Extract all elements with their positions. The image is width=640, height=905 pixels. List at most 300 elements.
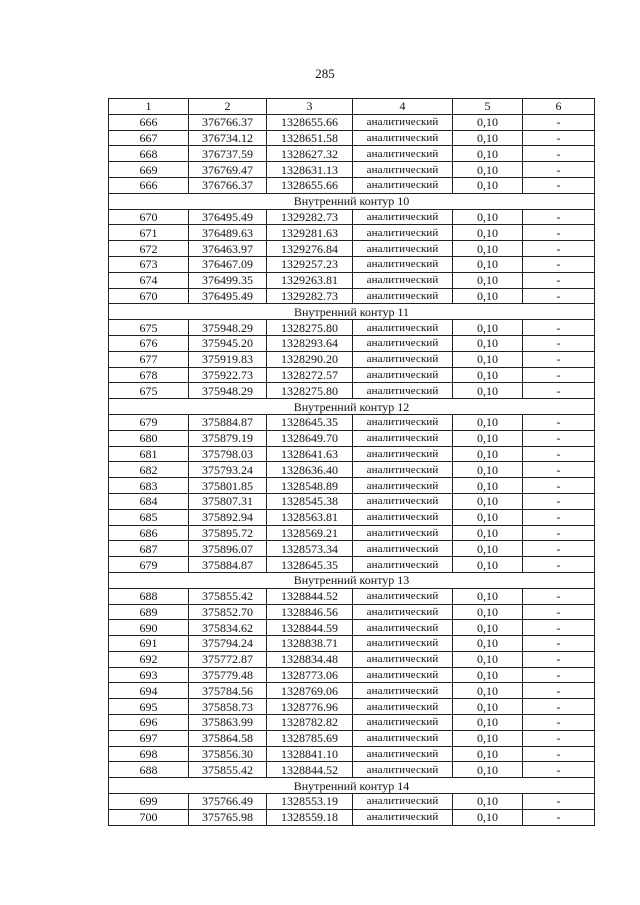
method-cell: аналитический — [353, 794, 453, 810]
accuracy-cell: 0,10 — [453, 335, 523, 351]
accuracy-cell: 0,10 — [453, 794, 523, 810]
method-cell: аналитический — [353, 478, 453, 494]
point-number-cell: 688 — [109, 588, 189, 604]
description-cell: - — [523, 256, 595, 272]
description-cell: - — [523, 794, 595, 810]
x-coordinate-cell: 375855.42 — [189, 762, 267, 778]
point-number-cell: 689 — [109, 604, 189, 620]
description-cell: - — [523, 351, 595, 367]
table-row — [109, 462, 595, 478]
section-header-row — [109, 304, 595, 320]
y-coordinate-cell: 1328641.63 — [267, 446, 353, 462]
table-row — [109, 809, 595, 825]
y-coordinate-cell: 1328785.69 — [267, 730, 353, 746]
y-coordinate-cell: 1328627.32 — [267, 146, 353, 162]
point-number-cell: 667 — [109, 130, 189, 146]
method-cell: аналитический — [353, 509, 453, 525]
method-cell: аналитический — [353, 604, 453, 620]
description-cell: - — [523, 809, 595, 825]
x-coordinate-cell: 375766.49 — [189, 794, 267, 810]
header-cell: 5 — [453, 99, 523, 115]
table-row — [109, 541, 595, 557]
point-number-cell: 671 — [109, 225, 189, 241]
accuracy-cell: 0,10 — [453, 446, 523, 462]
y-coordinate-cell: 1328844.52 — [267, 762, 353, 778]
header-cell: 6 — [523, 99, 595, 115]
point-number-cell: 695 — [109, 699, 189, 715]
y-coordinate-cell: 1328841.10 — [267, 746, 353, 762]
x-coordinate-cell: 376495.49 — [189, 209, 267, 225]
method-cell: аналитический — [353, 636, 453, 652]
description-cell: - — [523, 446, 595, 462]
method-cell: аналитический — [353, 177, 453, 193]
x-coordinate-cell: 375922.73 — [189, 367, 267, 383]
accuracy-cell: 0,10 — [453, 256, 523, 272]
accuracy-cell: 0,10 — [453, 541, 523, 557]
method-cell: аналитический — [353, 493, 453, 509]
description-cell: - — [523, 715, 595, 731]
y-coordinate-cell: 1328275.80 — [267, 320, 353, 336]
y-coordinate-cell: 1328655.66 — [267, 114, 353, 130]
point-number-cell: 674 — [109, 272, 189, 288]
y-coordinate-cell: 1328776.96 — [267, 699, 353, 715]
x-coordinate-cell: 375772.87 — [189, 651, 267, 667]
table-row — [109, 794, 595, 810]
accuracy-cell: 0,10 — [453, 272, 523, 288]
description-cell: - — [523, 414, 595, 430]
method-cell: аналитический — [353, 430, 453, 446]
method-cell: аналитический — [353, 288, 453, 304]
x-coordinate-cell: 375863.99 — [189, 715, 267, 731]
method-cell: аналитический — [353, 588, 453, 604]
description-cell: - — [523, 209, 595, 225]
header-cell: 4 — [353, 99, 453, 115]
description-cell: - — [523, 493, 595, 509]
section-title: Внутренний контур 14 — [109, 778, 595, 794]
point-number-cell: 673 — [109, 256, 189, 272]
y-coordinate-cell: 1328636.40 — [267, 462, 353, 478]
method-cell: аналитический — [353, 525, 453, 541]
point-number-cell: 698 — [109, 746, 189, 762]
table-row — [109, 509, 595, 525]
method-cell: аналитический — [353, 730, 453, 746]
x-coordinate-cell: 375945.20 — [189, 335, 267, 351]
table-row — [109, 162, 595, 178]
description-cell: - — [523, 430, 595, 446]
accuracy-cell: 0,10 — [453, 462, 523, 478]
method-cell: аналитический — [353, 414, 453, 430]
x-coordinate-cell: 376766.37 — [189, 177, 267, 193]
x-coordinate-cell: 375856.30 — [189, 746, 267, 762]
x-coordinate-cell: 375855.42 — [189, 588, 267, 604]
point-number-cell: 679 — [109, 557, 189, 573]
table-row — [109, 272, 595, 288]
y-coordinate-cell: 1328272.57 — [267, 367, 353, 383]
x-coordinate-cell: 375793.24 — [189, 462, 267, 478]
method-cell: аналитический — [353, 462, 453, 478]
y-coordinate-cell: 1328569.21 — [267, 525, 353, 541]
method-cell: аналитический — [353, 746, 453, 762]
description-cell: - — [523, 557, 595, 573]
point-number-cell: 686 — [109, 525, 189, 541]
accuracy-cell: 0,10 — [453, 478, 523, 494]
accuracy-cell: 0,10 — [453, 509, 523, 525]
section-title: Внутренний контур 12 — [109, 399, 595, 415]
section-header-row — [109, 778, 595, 794]
x-coordinate-cell: 375919.83 — [189, 351, 267, 367]
y-coordinate-cell: 1328844.59 — [267, 620, 353, 636]
method-cell: аналитический — [353, 162, 453, 178]
accuracy-cell: 0,10 — [453, 383, 523, 399]
description-cell: - — [523, 651, 595, 667]
description-cell: - — [523, 509, 595, 525]
y-coordinate-cell: 1328834.48 — [267, 651, 353, 667]
header-cell: 1 — [109, 99, 189, 115]
accuracy-cell: 0,10 — [453, 588, 523, 604]
point-number-cell: 697 — [109, 730, 189, 746]
table-row — [109, 557, 595, 573]
header-row — [109, 99, 595, 115]
method-cell: аналитический — [353, 715, 453, 731]
method-cell: аналитический — [353, 320, 453, 336]
method-cell: аналитический — [353, 225, 453, 241]
accuracy-cell: 0,10 — [453, 651, 523, 667]
table-row — [109, 383, 595, 399]
description-cell: - — [523, 162, 595, 178]
description-cell: - — [523, 762, 595, 778]
table-row — [109, 130, 595, 146]
section-title: Внутренний контур 10 — [109, 193, 595, 209]
y-coordinate-cell: 1329282.73 — [267, 209, 353, 225]
accuracy-cell: 0,10 — [453, 130, 523, 146]
table-row — [109, 525, 595, 541]
method-cell: аналитический — [353, 209, 453, 225]
x-coordinate-cell: 375834.62 — [189, 620, 267, 636]
method-cell: аналитический — [353, 114, 453, 130]
description-cell: - — [523, 114, 595, 130]
method-cell: аналитический — [353, 557, 453, 573]
description-cell: - — [523, 130, 595, 146]
point-number-cell: 666 — [109, 114, 189, 130]
accuracy-cell: 0,10 — [453, 730, 523, 746]
table-row — [109, 256, 595, 272]
description-cell: - — [523, 320, 595, 336]
table-row — [109, 683, 595, 699]
table-row — [109, 620, 595, 636]
point-number-cell: 669 — [109, 162, 189, 178]
y-coordinate-cell: 1328846.56 — [267, 604, 353, 620]
x-coordinate-cell: 376766.37 — [189, 114, 267, 130]
point-number-cell: 685 — [109, 509, 189, 525]
accuracy-cell: 0,10 — [453, 762, 523, 778]
x-coordinate-cell: 375948.29 — [189, 383, 267, 399]
description-cell: - — [523, 146, 595, 162]
point-number-cell: 696 — [109, 715, 189, 731]
method-cell: аналитический — [353, 699, 453, 715]
description-cell: - — [523, 367, 595, 383]
point-number-cell: 675 — [109, 383, 189, 399]
table-row — [109, 430, 595, 446]
description-cell: - — [523, 478, 595, 494]
x-coordinate-cell: 375779.48 — [189, 667, 267, 683]
accuracy-cell: 0,10 — [453, 367, 523, 383]
header-cell: 3 — [267, 99, 353, 115]
table-row — [109, 493, 595, 509]
x-coordinate-cell: 375784.56 — [189, 683, 267, 699]
x-coordinate-cell: 375858.73 — [189, 699, 267, 715]
x-coordinate-cell: 376463.97 — [189, 241, 267, 257]
method-cell: аналитический — [353, 620, 453, 636]
table-row — [109, 335, 595, 351]
x-coordinate-cell: 375864.58 — [189, 730, 267, 746]
table-row — [109, 367, 595, 383]
x-coordinate-cell: 376734.12 — [189, 130, 267, 146]
y-coordinate-cell: 1328838.71 — [267, 636, 353, 652]
x-coordinate-cell: 376495.49 — [189, 288, 267, 304]
y-coordinate-cell: 1328553.19 — [267, 794, 353, 810]
x-coordinate-cell: 375794.24 — [189, 636, 267, 652]
x-coordinate-cell: 376499.35 — [189, 272, 267, 288]
table-row — [109, 320, 595, 336]
description-cell: - — [523, 746, 595, 762]
table-row — [109, 288, 595, 304]
point-number-cell: 672 — [109, 241, 189, 257]
y-coordinate-cell: 1328293.64 — [267, 335, 353, 351]
page-number: 285 — [315, 66, 335, 81]
y-coordinate-cell: 1328844.52 — [267, 588, 353, 604]
point-number-cell: 677 — [109, 351, 189, 367]
x-coordinate-cell: 375892.94 — [189, 509, 267, 525]
accuracy-cell: 0,10 — [453, 699, 523, 715]
x-coordinate-cell: 375765.98 — [189, 809, 267, 825]
method-cell: аналитический — [353, 446, 453, 462]
table-row — [109, 651, 595, 667]
x-coordinate-cell: 376467.09 — [189, 256, 267, 272]
method-cell: аналитический — [353, 335, 453, 351]
description-cell: - — [523, 604, 595, 620]
point-number-cell: 682 — [109, 462, 189, 478]
accuracy-cell: 0,10 — [453, 162, 523, 178]
y-coordinate-cell: 1328290.20 — [267, 351, 353, 367]
accuracy-cell: 0,10 — [453, 430, 523, 446]
description-cell: - — [523, 667, 595, 683]
y-coordinate-cell: 1329257.23 — [267, 256, 353, 272]
point-number-cell: 676 — [109, 335, 189, 351]
method-cell: аналитический — [353, 256, 453, 272]
table-row — [109, 177, 595, 193]
x-coordinate-cell: 375895.72 — [189, 525, 267, 541]
x-coordinate-cell: 376737.59 — [189, 146, 267, 162]
point-number-cell: 693 — [109, 667, 189, 683]
header-cell: 2 — [189, 99, 267, 115]
table-row — [109, 715, 595, 731]
y-coordinate-cell: 1328649.70 — [267, 430, 353, 446]
description-cell: - — [523, 620, 595, 636]
table-row — [109, 762, 595, 778]
section-title: Внутренний контур 11 — [109, 304, 595, 320]
accuracy-cell: 0,10 — [453, 320, 523, 336]
accuracy-cell: 0,10 — [453, 683, 523, 699]
y-coordinate-cell: 1328559.18 — [267, 809, 353, 825]
table-row — [109, 146, 595, 162]
y-coordinate-cell: 1328773.06 — [267, 667, 353, 683]
y-coordinate-cell: 1328769.06 — [267, 683, 353, 699]
accuracy-cell: 0,10 — [453, 636, 523, 652]
y-coordinate-cell: 1328573.34 — [267, 541, 353, 557]
point-number-cell: 666 — [109, 177, 189, 193]
point-number-cell: 700 — [109, 809, 189, 825]
point-number-cell: 670 — [109, 288, 189, 304]
point-number-cell: 680 — [109, 430, 189, 446]
x-coordinate-cell: 376769.47 — [189, 162, 267, 178]
point-number-cell: 691 — [109, 636, 189, 652]
x-coordinate-cell: 375801.85 — [189, 478, 267, 494]
x-coordinate-cell: 375884.87 — [189, 557, 267, 573]
description-cell: - — [523, 699, 595, 715]
y-coordinate-cell: 1328645.35 — [267, 557, 353, 573]
point-number-cell: 692 — [109, 651, 189, 667]
point-number-cell: 670 — [109, 209, 189, 225]
method-cell: аналитический — [353, 272, 453, 288]
y-coordinate-cell: 1329263.81 — [267, 272, 353, 288]
point-number-cell: 681 — [109, 446, 189, 462]
x-coordinate-cell: 375807.31 — [189, 493, 267, 509]
description-cell: - — [523, 225, 595, 241]
table-row — [109, 478, 595, 494]
method-cell: аналитический — [353, 130, 453, 146]
table-row — [109, 730, 595, 746]
point-number-cell: 678 — [109, 367, 189, 383]
accuracy-cell: 0,10 — [453, 667, 523, 683]
accuracy-cell: 0,10 — [453, 620, 523, 636]
accuracy-cell: 0,10 — [453, 209, 523, 225]
point-number-cell: 694 — [109, 683, 189, 699]
accuracy-cell: 0,10 — [453, 493, 523, 509]
table-row — [109, 746, 595, 762]
table-row — [109, 225, 595, 241]
description-cell: - — [523, 241, 595, 257]
x-coordinate-cell: 375884.87 — [189, 414, 267, 430]
method-cell: аналитический — [353, 351, 453, 367]
point-number-cell: 675 — [109, 320, 189, 336]
accuracy-cell: 0,10 — [453, 241, 523, 257]
point-number-cell: 684 — [109, 493, 189, 509]
section-title: Внутренний контур 13 — [109, 572, 595, 588]
y-coordinate-cell: 1328563.81 — [267, 509, 353, 525]
table-row — [109, 604, 595, 620]
y-coordinate-cell: 1329276.84 — [267, 241, 353, 257]
point-number-cell: 683 — [109, 478, 189, 494]
x-coordinate-cell: 375852.70 — [189, 604, 267, 620]
table-row — [109, 446, 595, 462]
description-cell: - — [523, 335, 595, 351]
accuracy-cell: 0,10 — [453, 557, 523, 573]
accuracy-cell: 0,10 — [453, 146, 523, 162]
accuracy-cell: 0,10 — [453, 604, 523, 620]
y-coordinate-cell: 1328645.35 — [267, 414, 353, 430]
accuracy-cell: 0,10 — [453, 809, 523, 825]
point-number-cell: 679 — [109, 414, 189, 430]
description-cell: - — [523, 588, 595, 604]
y-coordinate-cell: 1328545.38 — [267, 493, 353, 509]
table-row — [109, 241, 595, 257]
description-cell: - — [523, 730, 595, 746]
table-row — [109, 588, 595, 604]
table-body — [109, 114, 595, 825]
method-cell: аналитический — [353, 146, 453, 162]
description-cell: - — [523, 636, 595, 652]
method-cell: аналитический — [353, 241, 453, 257]
description-cell: - — [523, 383, 595, 399]
accuracy-cell: 0,10 — [453, 525, 523, 541]
table-row — [109, 114, 595, 130]
y-coordinate-cell: 1328651.58 — [267, 130, 353, 146]
point-number-cell: 699 — [109, 794, 189, 810]
description-cell: - — [523, 177, 595, 193]
x-coordinate-cell: 375879.19 — [189, 430, 267, 446]
table-row — [109, 699, 595, 715]
table-row — [109, 209, 595, 225]
point-number-cell: 690 — [109, 620, 189, 636]
method-cell: аналитический — [353, 651, 453, 667]
accuracy-cell: 0,10 — [453, 288, 523, 304]
description-cell: - — [523, 541, 595, 557]
method-cell: аналитический — [353, 541, 453, 557]
method-cell: аналитический — [353, 809, 453, 825]
section-header-row — [109, 399, 595, 415]
accuracy-cell: 0,10 — [453, 225, 523, 241]
y-coordinate-cell: 1328782.82 — [267, 715, 353, 731]
accuracy-cell: 0,10 — [453, 746, 523, 762]
x-coordinate-cell: 375798.03 — [189, 446, 267, 462]
method-cell: аналитический — [353, 383, 453, 399]
table-row — [109, 351, 595, 367]
point-number-cell: 668 — [109, 146, 189, 162]
point-number-cell: 688 — [109, 762, 189, 778]
description-cell: - — [523, 462, 595, 478]
method-cell: аналитический — [353, 683, 453, 699]
table-row — [109, 667, 595, 683]
method-cell: аналитический — [353, 762, 453, 778]
x-coordinate-cell: 375948.29 — [189, 320, 267, 336]
description-cell: - — [523, 683, 595, 699]
coordinates-table — [108, 98, 595, 826]
description-cell: - — [523, 288, 595, 304]
table-row — [109, 414, 595, 430]
accuracy-cell: 0,10 — [453, 177, 523, 193]
accuracy-cell: 0,10 — [453, 414, 523, 430]
y-coordinate-cell: 1329282.73 — [267, 288, 353, 304]
accuracy-cell: 0,10 — [453, 715, 523, 731]
y-coordinate-cell: 1328275.80 — [267, 383, 353, 399]
accuracy-cell: 0,10 — [453, 114, 523, 130]
description-cell: - — [523, 525, 595, 541]
section-header-row — [109, 193, 595, 209]
section-header-row — [109, 572, 595, 588]
y-coordinate-cell: 1328631.13 — [267, 162, 353, 178]
y-coordinate-cell: 1328655.66 — [267, 177, 353, 193]
x-coordinate-cell: 375896.07 — [189, 541, 267, 557]
accuracy-cell: 0,10 — [453, 351, 523, 367]
description-cell: - — [523, 272, 595, 288]
method-cell: аналитический — [353, 667, 453, 683]
x-coordinate-cell: 376489.63 — [189, 225, 267, 241]
point-number-cell: 687 — [109, 541, 189, 557]
table-row — [109, 636, 595, 652]
y-coordinate-cell: 1329281.63 — [267, 225, 353, 241]
y-coordinate-cell: 1328548.89 — [267, 478, 353, 494]
method-cell: аналитический — [353, 367, 453, 383]
